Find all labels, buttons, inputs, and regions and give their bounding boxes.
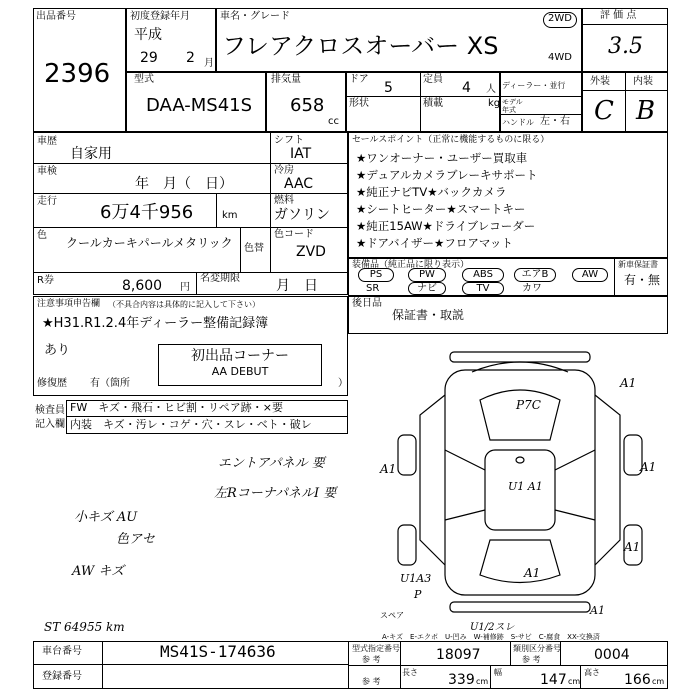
history-value: 自家用 bbox=[70, 146, 112, 162]
height-value: 166 bbox=[624, 672, 651, 688]
mileage-label: 走行 bbox=[37, 196, 57, 207]
hand-note-2: 左RコーナパネルI 要 bbox=[214, 486, 337, 501]
grade-label: 評 価 点 bbox=[600, 10, 637, 21]
equip-sr: SR bbox=[366, 283, 380, 294]
handle-value: 左・右 bbox=[540, 116, 570, 127]
diag-mark-left: A1 bbox=[380, 462, 397, 476]
length-value: 339 bbox=[448, 672, 475, 688]
hand-note-1: エントアパネル 要 bbox=[218, 456, 325, 471]
reg-label: 登録番号 bbox=[42, 671, 82, 682]
month: 2 bbox=[186, 50, 195, 66]
repair-value: 有（箇所 bbox=[90, 378, 130, 389]
fuel-label: 燃料 bbox=[274, 195, 294, 206]
lot-label: 出品番号 bbox=[36, 11, 76, 22]
era: 平成 bbox=[134, 27, 162, 43]
shift-value: IAT bbox=[290, 146, 312, 162]
selling-point: ★デュアルカメラブレーキサポート bbox=[356, 168, 538, 182]
model-year-label: モデル年式 bbox=[502, 98, 523, 114]
exterior-label: 外装 bbox=[590, 76, 610, 87]
handle-label: ハンドル bbox=[502, 118, 534, 127]
length-label: 長さ bbox=[402, 668, 418, 677]
capacity-label: 定員 bbox=[423, 74, 443, 85]
person-unit: 人 bbox=[486, 84, 496, 95]
recycle-value: 8,600 bbox=[122, 278, 163, 294]
first-reg-label: 初度登録年月 bbox=[130, 11, 190, 22]
selling-point: ★純正ナビTV★バックカメラ bbox=[356, 185, 507, 199]
displacement-label: 排気量 bbox=[271, 74, 301, 85]
year: 29 bbox=[140, 50, 158, 66]
lot-number: 2396 bbox=[44, 59, 111, 89]
hand-note-6: ST 64955 km bbox=[44, 620, 125, 634]
inspection-value: 年 月（ 日） bbox=[135, 176, 233, 192]
door-value: 5 bbox=[384, 80, 393, 96]
warranty-title: 新車保証書 bbox=[618, 260, 658, 269]
notes-sub: （不具合内容は具体的に記入して下さい） bbox=[108, 300, 260, 309]
mileage-value: 6万4千956 bbox=[100, 202, 194, 223]
dealer-label: ディーラー・並行 bbox=[502, 81, 566, 90]
equip-ps: PS bbox=[358, 268, 394, 282]
diag-mark-p: P bbox=[414, 588, 422, 601]
notes-label: 注意事項申告欄 bbox=[37, 299, 101, 309]
inspection-label: 車検 bbox=[37, 166, 57, 177]
dim-ref: 参 考 bbox=[362, 677, 381, 686]
color-code-value: ZVD bbox=[296, 244, 326, 260]
selling-point: ★純正15AW★ドライブレコーダー bbox=[356, 219, 536, 233]
diag-mark-roof: U1 A1 bbox=[508, 480, 543, 493]
displacement-value: 658 bbox=[290, 95, 325, 116]
chassis-label: 車台番号 bbox=[42, 646, 82, 657]
category-ref: 参 考 bbox=[522, 655, 541, 664]
diag-mark-rear-left: U1A3 bbox=[400, 572, 432, 585]
first-auction-stamp bbox=[158, 344, 322, 386]
diag-mark-trunk: A1 bbox=[524, 566, 541, 580]
notes-line2: あり bbox=[44, 343, 71, 358]
ac-label: 冷房 bbox=[274, 165, 294, 176]
drive-4wd: 4WD bbox=[548, 52, 572, 63]
inspector-row1: FW キズ・飛石・ヒビ割・リペア跡・×要 bbox=[70, 401, 283, 414]
diag-mark-front-right: A1 bbox=[620, 376, 637, 390]
stamp-sub: AA DEBUT bbox=[211, 365, 269, 378]
inspector-label2: 記入欄 bbox=[35, 419, 65, 430]
door-label: ドア bbox=[349, 74, 369, 85]
interior-label: 内装 bbox=[633, 76, 653, 87]
equip-leather: カワ bbox=[522, 283, 542, 294]
model-label: 型式 bbox=[134, 74, 154, 85]
repair-label: 修復歴 bbox=[37, 378, 67, 389]
kg-unit: kg bbox=[488, 98, 501, 109]
warranty-value: 有・無 bbox=[624, 273, 661, 287]
manual-expiry-value: 月 日 bbox=[276, 278, 318, 294]
color-value: クールカーキパールメタリック bbox=[66, 236, 233, 250]
selling-point: ★ワンオーナー・ユーザー買取車 bbox=[356, 151, 528, 165]
selling-points-title: セールスポイント（正常に機能するものに限る） bbox=[352, 135, 550, 145]
selling-points-list bbox=[356, 150, 538, 252]
yen-unit: 円 bbox=[180, 282, 190, 293]
drive-2wd: 2WD bbox=[543, 12, 577, 28]
selling-point: ★シートヒーター★スマートキー bbox=[356, 202, 526, 216]
height-label: 高さ bbox=[584, 668, 600, 677]
color-change-label: 色替 bbox=[244, 243, 264, 254]
equip-pw: PW bbox=[408, 268, 446, 282]
notes-line1: ★H31.R1.2.4年ディーラー整備記録簿 bbox=[42, 316, 269, 331]
height-unit: cm bbox=[652, 677, 665, 686]
diagram-legend: A-キズ E-エクボ U-凹み W-補修跡 S-サビ C-腐食 XX-交換済 bbox=[382, 633, 600, 641]
diag-mark-rear-corner: A1 bbox=[590, 604, 605, 617]
history-label: 車歴 bbox=[37, 136, 57, 147]
width-value: 147 bbox=[540, 672, 567, 688]
fuel-value: ガソリン bbox=[274, 207, 330, 223]
recycle-label: R券 bbox=[37, 275, 54, 286]
chassis-value: MS41S-174636 bbox=[160, 642, 276, 661]
equipment-label: 装備品（純正品に限り表示） bbox=[352, 260, 470, 270]
color-label: 色 bbox=[37, 230, 47, 241]
diag-spare: スペア bbox=[380, 611, 404, 620]
diag-mark-hood: P7C bbox=[516, 398, 541, 412]
hand-note-4: 色アセ bbox=[116, 532, 155, 547]
spec-value: 18097 bbox=[436, 647, 481, 663]
width-label: 幅 bbox=[494, 668, 502, 677]
month-unit: 月 bbox=[204, 58, 214, 69]
repair-close: ） bbox=[338, 378, 348, 389]
manual-expiry-label: 名変期限 bbox=[200, 273, 240, 284]
grade-value: 3.5 bbox=[608, 34, 643, 59]
diag-mark-right: A1 bbox=[640, 460, 657, 474]
equip-aw: AW bbox=[572, 268, 608, 282]
equip-airbag: エアB bbox=[514, 268, 556, 282]
length-unit: cm bbox=[476, 677, 489, 686]
after-value: 保証書・取説 bbox=[392, 308, 465, 322]
hand-note-5: AW キズ bbox=[72, 564, 125, 579]
ac-value: AAC bbox=[284, 176, 314, 192]
stamp-title: 初出品コーナー bbox=[191, 348, 289, 364]
capacity-value: 4 bbox=[462, 80, 471, 96]
equip-abs: ABS bbox=[462, 268, 504, 282]
exterior-value: C bbox=[594, 96, 614, 126]
interior-value: B bbox=[636, 96, 656, 126]
model-value: DAA-MS41S bbox=[146, 95, 253, 116]
inspector-label: 検査員 bbox=[35, 405, 65, 416]
after-label: 後日品 bbox=[352, 298, 382, 309]
spec-label: 型式指定番号 bbox=[352, 644, 400, 653]
equip-navi: ナビ bbox=[408, 282, 446, 295]
category-value: 0004 bbox=[594, 647, 630, 663]
category-label: 類別区分番号 bbox=[513, 644, 561, 653]
spec-ref: 参 考 bbox=[362, 655, 381, 664]
color-code-label: 色コード bbox=[274, 229, 314, 240]
name-label: 車名・グレード bbox=[220, 11, 290, 22]
cc-unit: cc bbox=[328, 116, 339, 127]
shift-label: シフト bbox=[274, 135, 304, 146]
inspector-row2: 内装 キズ・汚レ・コゲ・穴・スレ・ベト・破レ bbox=[70, 418, 312, 431]
car-name: フレアクロスオーバー XS bbox=[222, 32, 499, 60]
diag-mark-rear-right: A1 bbox=[624, 540, 641, 554]
equip-tv: TV bbox=[462, 282, 504, 295]
load-label: 積載 bbox=[423, 98, 443, 109]
selling-point: ★ドアバイザー★フロアマット bbox=[356, 236, 513, 250]
diag-mark-rear-bumper: U1/2スレ bbox=[470, 622, 515, 633]
km-unit: km bbox=[222, 210, 238, 221]
width-unit: cm bbox=[568, 677, 581, 686]
shape-label: 形状 bbox=[349, 98, 369, 109]
hand-note-3: 小キズ AU bbox=[74, 510, 138, 525]
